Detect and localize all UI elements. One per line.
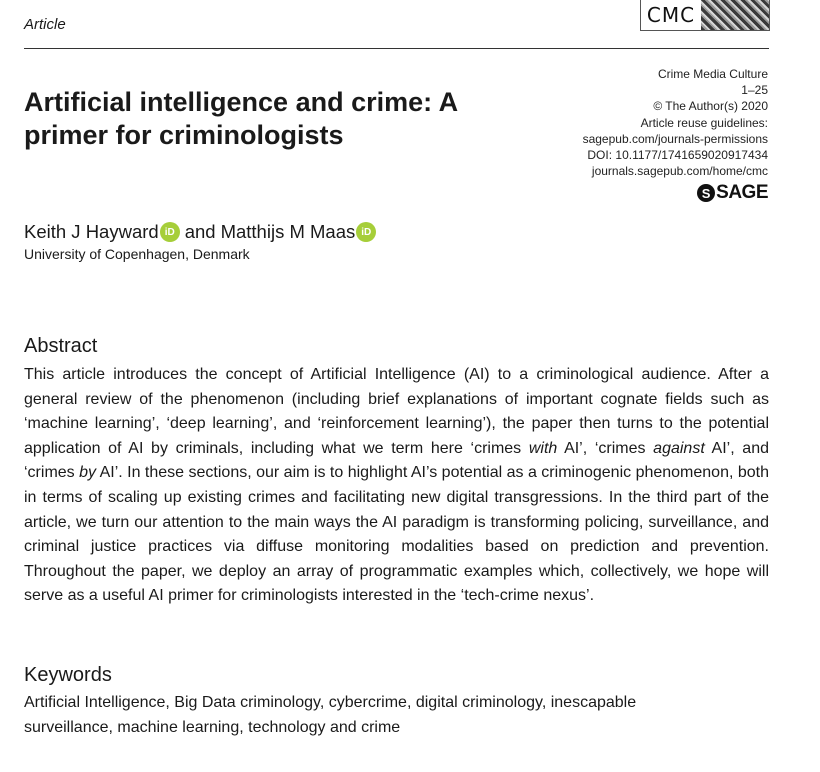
- author-affiliation: University of Copenhagen, Denmark: [24, 246, 250, 262]
- publisher-logo-text: SAGE: [716, 182, 768, 203]
- permissions-link[interactable]: sagepub.com/journals-permissions: [582, 131, 768, 146]
- journal-logo-texture-image: [701, 0, 769, 30]
- journal-home-link[interactable]: journals.sagepub.com/home/cmc: [591, 164, 768, 179]
- article-title: Artificial intelligence and crime: A primer for criminologists: [24, 87, 458, 150]
- journal-logo-text: CMC: [646, 3, 696, 27]
- page-range: 1–25: [741, 83, 768, 98]
- article-type-label: Article: [24, 16, 66, 33]
- orcid-icon[interactable]: iD: [356, 222, 376, 242]
- sage-mark-icon: S: [697, 184, 715, 202]
- orcid-icon[interactable]: iD: [160, 222, 180, 242]
- journal-logo: [640, 0, 770, 31]
- journal-name: Crime Media Culture: [657, 67, 768, 81]
- abstract-text: This article introduces the concept of Artificial Intelligence (AI) to a criminological audience. After a general review of the phenomenon (including brief explanations of important cognate fields such as ‘machine learning’, ‘deep learning’, and ‘reinforcement learning’), the paper then turns to the potential application of AI by criminals, including what we term here ‘crimes with AI’, ‘crimes against AI’, and ‘crimes by AI’. In these sections, our aim is to highlight AI’s potential as a criminogenic phenomenon, both in terms of scaling up existing crimes and facilitating new digital transgressions. In the third part of the article, we turn our attention to the main ways the AI paradigm is transforming policing, surveillance, and criminal justice practices via diffuse monitoring modalities based on prediction and prevention. Throughout the paper, we deploy an array of programmatic examples which, collectively, we hope will serve as a useful AI primer for criminologists interested in the ‘tech-crime nexus’.: [24, 366, 770, 605]
- abstract-heading: Abstract: [24, 335, 98, 357]
- reuse-guidelines-label: Article reuse guidelines:: [640, 115, 768, 130]
- author-name: Matthijs M Maas: [220, 221, 356, 242]
- author-name: Keith J Hayward: [24, 221, 159, 242]
- copyright-notice: © The Author(s) 2020: [653, 99, 768, 114]
- publisher-logo: [697, 182, 768, 204]
- keywords-text: Artificial Intelligence, Big Data criminology, cybercrime, digital criminology, inescapable surveillance, machine learning, technology and crime: [24, 694, 637, 736]
- publication-metadata: [583, 66, 768, 179]
- author-conjunction: and: [184, 221, 216, 242]
- doi-link[interactable]: DOI: 10.1177/1741659020917434: [587, 148, 768, 163]
- author-list: [24, 221, 376, 243]
- keywords-heading: Keywords: [24, 664, 112, 686]
- header-divider: [24, 48, 769, 49]
